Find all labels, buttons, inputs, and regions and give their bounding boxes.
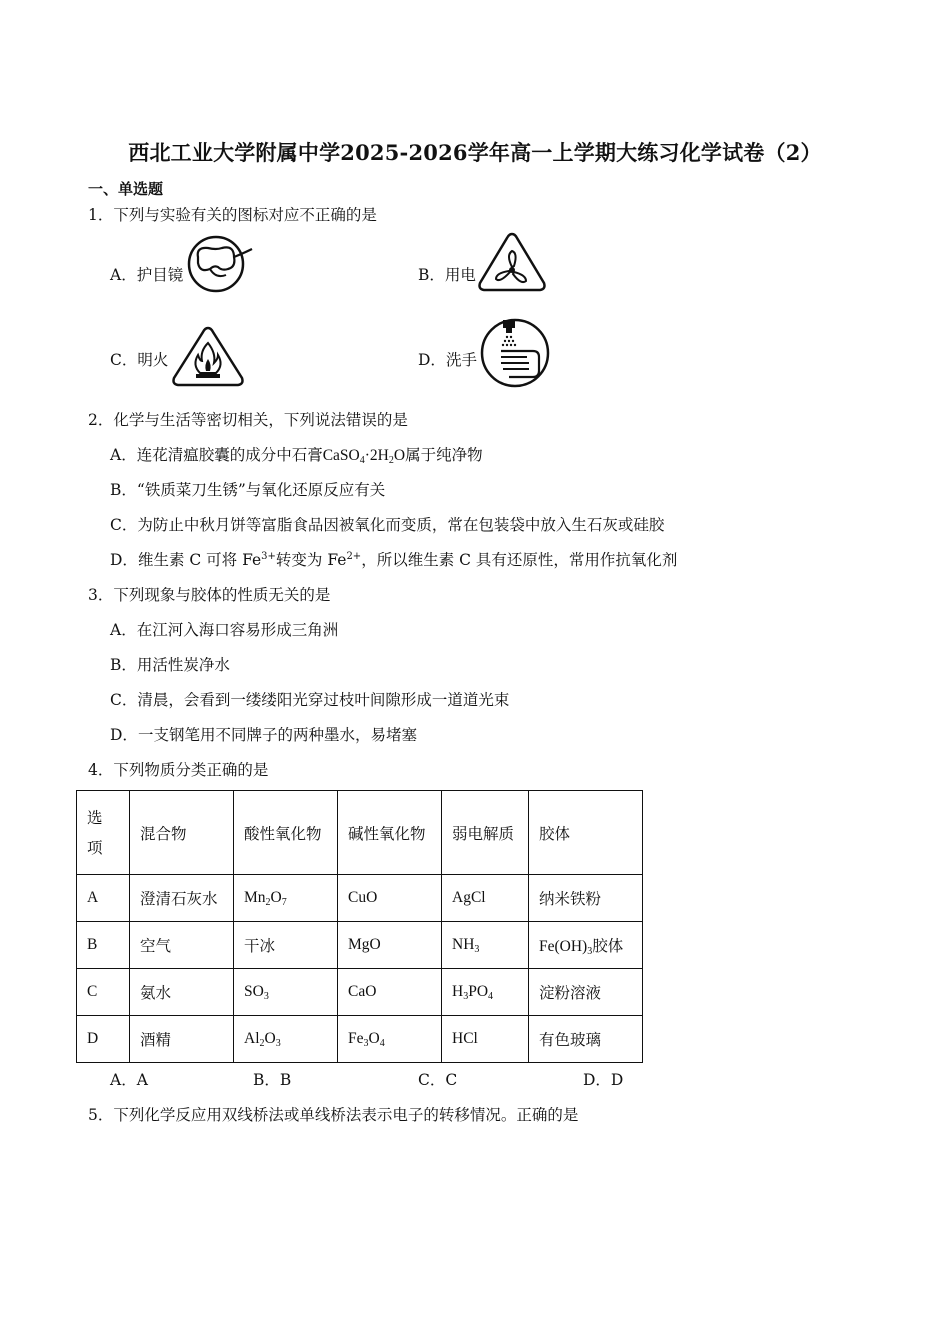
cell-colloid: 淀粉溶液 bbox=[529, 969, 643, 1016]
option-label: B． bbox=[110, 656, 137, 674]
q1-option-a bbox=[110, 263, 183, 285]
option-label: C． bbox=[110, 351, 138, 369]
table-row bbox=[77, 969, 643, 1016]
option-label: B． bbox=[418, 266, 445, 284]
q1-option-c bbox=[110, 348, 168, 370]
option-text: “铁质菜刀生锈”与氧化还原反应有关 bbox=[136, 481, 386, 499]
cell-weak-electrolyte: HCl bbox=[442, 1016, 529, 1063]
formula-part: O bbox=[368, 1029, 380, 1047]
header-text: 选 bbox=[87, 808, 103, 827]
option-text: 连花清瘟胶囊的成分中石膏 bbox=[136, 446, 323, 464]
cell-weak-electrolyte: AgCl bbox=[442, 875, 529, 922]
formula-part: H bbox=[452, 982, 464, 1000]
cell-option: B bbox=[77, 922, 130, 969]
q3-option-d bbox=[110, 723, 417, 745]
table-row bbox=[77, 1016, 643, 1063]
header-colloid: 胶体 bbox=[529, 791, 643, 875]
formula-subscript: 3 bbox=[263, 990, 269, 1002]
option-text: 在江河入海口容易形成三角洲 bbox=[136, 621, 339, 639]
question-2-stem: 2．化学与生活等密切相关，下列说法错误的是 bbox=[88, 411, 408, 429]
formula-subscript: 4 bbox=[488, 990, 494, 1002]
header-option bbox=[77, 791, 130, 875]
cell-weak-electrolyte bbox=[442, 922, 529, 969]
option-label: A． bbox=[110, 266, 137, 284]
formula-caso4 bbox=[323, 447, 405, 464]
formula-part: PO bbox=[468, 982, 489, 1000]
question-3-stem: 3．下列现象与胶体的性质无关的是 bbox=[88, 586, 331, 604]
option-label: D． bbox=[418, 351, 446, 369]
option-text: 用电 bbox=[444, 266, 476, 284]
cell-colloid: 有色玻璃 bbox=[529, 1016, 643, 1063]
cell-option: A bbox=[77, 875, 130, 922]
formula-part: O bbox=[270, 888, 282, 906]
formula-subscript: 4 bbox=[359, 455, 365, 466]
question-1-stem: 1．下列与实验有关的图标对应不正确的是 bbox=[88, 206, 377, 224]
formula-subscript: 7 bbox=[281, 896, 287, 908]
option-text: 维生素 C 可将 Fe bbox=[137, 551, 262, 569]
classification-table bbox=[76, 790, 643, 1063]
cell-acidic-oxide bbox=[234, 1016, 338, 1063]
option-text: 转变为 Fe bbox=[275, 551, 347, 569]
option-text: 用活性炭净水 bbox=[136, 656, 230, 674]
q1-option-d bbox=[418, 348, 477, 370]
cell-option: D bbox=[77, 1016, 130, 1063]
q2-option-a bbox=[110, 443, 483, 466]
option-text: 一支钢笔用不同牌子的两种墨水，易堵塞 bbox=[137, 726, 417, 744]
cell-colloid: 纳米铁粉 bbox=[529, 875, 643, 922]
option-label: B． bbox=[110, 481, 137, 499]
fan-warning-icon bbox=[476, 231, 548, 293]
formula-subscript: 3 bbox=[587, 945, 593, 957]
formula-part: ·2H bbox=[364, 447, 389, 464]
option-text: 属于纯净物 bbox=[405, 446, 483, 464]
cell-option: C bbox=[77, 969, 130, 1016]
formula-part: O bbox=[393, 447, 406, 464]
option-text: 明火 bbox=[137, 351, 169, 369]
q4-answer-d: D．D bbox=[583, 1071, 624, 1089]
option-label: A． bbox=[110, 446, 137, 464]
formula-part: CaSO bbox=[322, 447, 360, 464]
cell-text: 胶体 bbox=[592, 936, 624, 955]
formula-subscript: 2 bbox=[388, 455, 394, 466]
q3-option-c bbox=[110, 688, 509, 710]
formula-subscript: 3 bbox=[474, 943, 480, 955]
cell-basic-oxide: CuO bbox=[338, 875, 442, 922]
cell-mixture: 氨水 bbox=[130, 969, 234, 1016]
option-text: 为防止中秋月饼等富脂食品因被氧化而变质，常在包装袋中放入生石灰或硅胶 bbox=[137, 516, 665, 534]
cell-mixture: 空气 bbox=[130, 922, 234, 969]
q4-answer-c: C．C bbox=[418, 1071, 458, 1089]
q2-option-b bbox=[110, 478, 385, 500]
option-label: D． bbox=[110, 551, 138, 569]
cell-acidic-oxide bbox=[234, 969, 338, 1016]
cell-basic-oxide bbox=[338, 1016, 442, 1063]
cell-acidic-oxide bbox=[234, 875, 338, 922]
q3-option-a bbox=[110, 618, 338, 640]
option-label: C． bbox=[110, 516, 138, 534]
formula-part: Al bbox=[244, 1029, 260, 1047]
option-text: 洗手 bbox=[445, 351, 477, 369]
q2-option-d bbox=[110, 548, 677, 570]
charge-superscript: 2+ bbox=[346, 551, 362, 562]
formula-subscript: 3 bbox=[363, 1037, 369, 1049]
formula-subscript: 4 bbox=[379, 1037, 385, 1049]
hand-wash-icon bbox=[479, 317, 553, 389]
formula-subscript: 2 bbox=[259, 1037, 265, 1049]
q1-option-b bbox=[418, 263, 476, 285]
formula-part: O bbox=[264, 1029, 276, 1047]
formula-part: SO bbox=[244, 982, 264, 1000]
header-acidic-oxide: 酸性氧化物 bbox=[234, 791, 338, 875]
goggles-icon bbox=[186, 233, 258, 295]
formula-part: Mn bbox=[244, 888, 266, 906]
header-text: 项 bbox=[87, 838, 103, 857]
cell-acidic-oxide: 干冰 bbox=[234, 922, 338, 969]
formula-subscript: 3 bbox=[275, 1037, 281, 1049]
formula-part: NH bbox=[452, 935, 475, 953]
question-5-stem: 5．下列化学反应用双线桥法或单线桥法表示电子的转移情况。正确的是 bbox=[88, 1106, 579, 1124]
q2-option-c bbox=[110, 513, 664, 535]
charge-superscript: 3+ bbox=[261, 551, 276, 562]
formula-subscript: 3 bbox=[463, 990, 469, 1002]
q3-option-b bbox=[110, 653, 230, 675]
formula-subscript: 2 bbox=[265, 896, 271, 908]
table-row bbox=[77, 875, 643, 922]
q4-answer-a: A．A bbox=[110, 1071, 148, 1089]
option-text: ，所以维生素 C 具有还原性，常用作抗氧化剂 bbox=[361, 551, 678, 569]
formula-part: Fe(OH) bbox=[539, 937, 588, 955]
header-mixture: 混合物 bbox=[130, 791, 234, 875]
option-text: 护目镜 bbox=[136, 266, 184, 284]
option-label: D． bbox=[110, 726, 138, 744]
header-weak-electrolyte: 弱电解质 bbox=[442, 791, 529, 875]
formula-part: Fe bbox=[348, 1029, 364, 1047]
cell-mixture: 澄清石灰水 bbox=[130, 875, 234, 922]
flame-warning-icon bbox=[170, 325, 246, 387]
option-label: A． bbox=[110, 621, 137, 639]
cell-basic-oxide: CaO bbox=[338, 969, 442, 1016]
cell-basic-oxide: MgO bbox=[338, 922, 442, 969]
option-label: C． bbox=[110, 691, 138, 709]
table-header-row bbox=[77, 791, 643, 875]
cell-colloid bbox=[529, 922, 643, 969]
q4-answer-b: B．B bbox=[253, 1071, 292, 1089]
question-4-stem: 4．下列物质分类正确的是 bbox=[88, 761, 269, 779]
option-text: 清晨，会看到一缕缕阳光穿过枝叶间隙形成一道道光束 bbox=[137, 691, 510, 709]
header-basic-oxide: 碱性氧化物 bbox=[338, 791, 442, 875]
table-row bbox=[77, 922, 643, 969]
cell-weak-electrolyte bbox=[442, 969, 529, 1016]
cell-mixture: 酒精 bbox=[130, 1016, 234, 1063]
section-heading: 一、单选题 bbox=[88, 180, 164, 198]
exam-title: 西北工业大学附属中学2025-2026学年高一上学期大练习化学试卷（2） bbox=[128, 140, 822, 165]
